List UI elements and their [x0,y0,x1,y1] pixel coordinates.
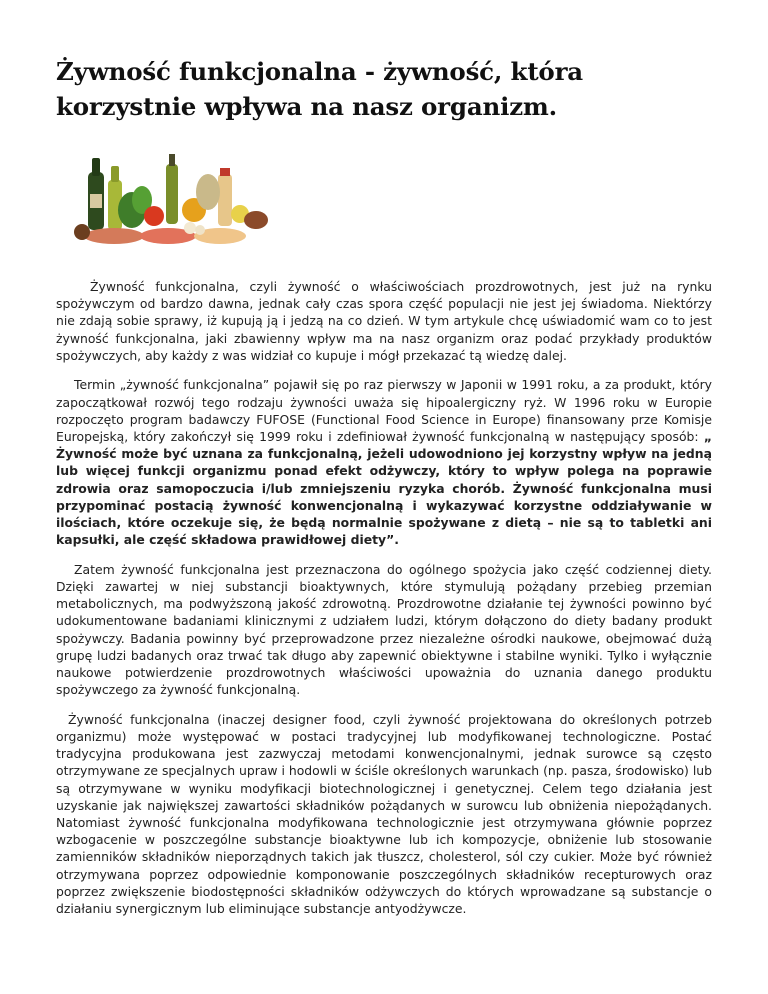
food-assortment-image [70,154,270,246]
fufose-definition-quote: „ Żywność może być uznana za funkcjonalną, jeżeli udowodniono jej korzystny wpływ na jedną lub więcej funkcji organizmu ponad efekt odżywczy, który to wpływ polega na poprawie zdrowia oraz samopoczucia i/lub zmniejszeniu ryzyka chorób. Żywność funkcjonalna musi przypominać postacią żywność konwencjonalną i wykazywać korzystne oddziaływanie w ilościach, które oczekuje się, że będą normalnie spożywane z dietą – nie są to tabletki ani kapsułki, ale część składowa prawidłowej diety”. [56,429,712,548]
paragraph-definition-text: Termin „żywność funkcjonalna” pojawił się po raz pierwszy w Japonii w 1991 roku, a za produkt, który zapoczątkował rozwój tego rodzaju żywności uważa się hipoalergiczny ryż. W 1996 roku w Europie rozpoczęto program badawczy FUFOSE (Functional Food Science in Europe) finansowany prze Komisje Europejską, który zakończył się 1999 roku i zdefiniował żywność funkcjonalną w następujący sposób: [56,377,712,445]
bread [196,174,220,210]
potatoes [244,211,268,229]
paragraph-intro: Żywność funkcjonalna, czyli żywność o właściwościach prozdrowotnych, jest już na rynku spożywczym od bardzo dawna, jednak cały czas spora część populacji nie jest jej świadoma. Niektórzy nie zdają sobie sprawy, iż kupują ją i jedzą na co dzień. W tym artykule chcę uświadomić wam co to jest żywność funkcjonalna, jaki zbawienny wpływ ma na nasz organizm oraz podać przykłady produktów spożywczych, aby każdy z was widział co kupuje i mógł przekazać tą wiedzę dalej. [56,279,712,363]
paragraph-purpose: Zatem żywność funkcjonalna jest przeznaczona do ogólnego spożycia jako część codziennej diety. Dzięki zawartej w niej substancji bioaktywnych, które stymulują pożądany przebieg przemian metabolicznych, ma podwyższoną jakość zdrowotną. Prozdrowotne działanie tej żywności powinno być udokumentowane badaniami klinicznymi z udziałem ludzi, którym dołączono do diety badany produkt spożywczy. Badania powinny być przeprowadzone przez niezależne ośrodki naukowe, obejmować dużą grupę ludzi badanych oraz trwać tak długo aby zapewnić obiektywne i stabilne wyniki. Tylko i wyłącznie naukowe potwierdzenie prozdrowotnych właściwości upoważnia do uznania danego produktu spożywczego za żywność funkcjonalną. [56,561,712,698]
olive-oil-bottle [166,164,178,224]
nuts [74,224,90,240]
paragraph-types: Żywność funkcjonalna (inaczej designer food, czyli żywność projektowana do określonych potrzeb organizmu) może występować w postaci tradycyjnej lub modyfikowanej technologiczne. Postać tradycyjna produkowana jest zazwyczaj metodami konwencjonalnymi, jednak surowce są często otrzymywane ze specjalnych upraw i hodowli w ściśle określonych warunkach (np. pasza, środowisko) lub są otrzymywane w wyniku modyfikacji biotechnologicznej i genetycznej. Celem tego działania jest uzyskanie jak największej zawartości składników pożądanych w surowcu lub obniżenia niepożądanych. Natomiast żywność funkcjonalna modyfikowana technologicznie jest otrzymywana głównie poprzez wzbogacenie w poszczególne substancje bioaktywne lub ich kompozycje, obniżenie lub stosowanie zamienników składników nieporządnych takich jak tłuszcz, cholesterol, sól czy cukier. Może być również otrzymywana poprzez odpowiednie komponowanie poszczególnych składników recepturowych oraz poprzez zwiększenie biodostępności składników odżywczych do których wprowadzane są substancje o działaniu synergicznym lub eliminujące substancje antyodżywcze. [56,711,712,917]
tomato [144,206,164,226]
page-title: Żywność funkcjonalna - żywność, która korzystnie wpływa na nasz organizm. [56,57,583,121]
article [56,54,712,930]
fish [84,228,144,244]
jar [218,174,232,226]
food-image-illustration [70,154,270,246]
eggs [184,222,196,234]
paragraph-definition [56,376,712,548]
